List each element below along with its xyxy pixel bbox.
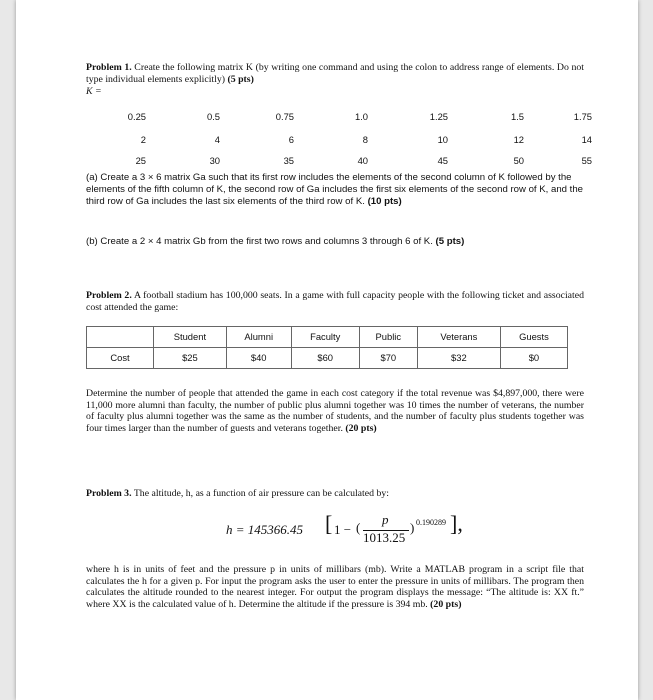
problem-1-intro: Problem 1. Create the following matrix K (by writing one command and using the colon to address range of elements. Do not type individual elements explicitly) (5 pts) (86, 62, 584, 85)
problem-3-heading: Problem 3. (86, 488, 132, 499)
table-header-cell: Guests (500, 327, 567, 348)
table-header-cell: Student (154, 327, 227, 348)
matrix-cell: 8 (362, 134, 368, 145)
table-cell: $60 (291, 348, 359, 369)
table-header-cell (87, 327, 154, 348)
matrix-cell: 0.75 (275, 111, 294, 122)
formula-paren-right: ) (410, 520, 415, 535)
formula-exponent: 0.190289 (416, 518, 446, 527)
matrix-cell: 1.5 (510, 111, 524, 122)
problem-3-intro: Problem 3. The altitude, h, as a function of air pressure can be calculated by: (86, 488, 389, 499)
table-header-cell: Faculty (291, 327, 359, 348)
matrix-cell: 55 (581, 155, 592, 166)
matrix-cell: 1.75 (573, 111, 592, 122)
table-cell: $40 (226, 348, 291, 369)
table-cell: $0 (500, 348, 567, 369)
matrix-cell: 1.25 (429, 111, 448, 122)
matrix-cell: 14 (581, 134, 592, 145)
matrix-cell: 0.25 (127, 111, 146, 122)
table-header-row (87, 327, 568, 348)
formula-one: 1 − (334, 522, 352, 537)
matrix-cell: 25 (135, 155, 146, 166)
matrix-cell: 0.5 (206, 111, 220, 122)
table-cell: $32 (417, 348, 500, 369)
table-header-cell: Public (359, 327, 417, 348)
problem-2-body: Determine the number of people that attended the game in each cost category if the total revenue was $4,897,000, there were 11,000 more alumni than faculty, the number of public plus alumni together was 10 times the number of veterans, the number of faculty plus alumni together was the same as the number of students, and the number of faculty plus students together was four times larger than the number of guests and veterans together. (20 pts) (86, 388, 584, 434)
matrix-cell: 12 (513, 134, 524, 145)
formula-lhs: h = 145366.45 (226, 522, 304, 537)
table-row (87, 348, 568, 369)
ticket-cost-table (86, 326, 568, 369)
problem-2-heading: Problem 2. (86, 290, 132, 301)
matrix-cell: 50 (513, 155, 524, 166)
matrix-cell: 40 (357, 155, 368, 166)
matrix-cell: 6 (288, 134, 294, 145)
formula-bracket-right: ], (450, 511, 463, 536)
problem-1-part-b: (b) Create a 2 × 4 matrix Gb from the first two rows and columns 3 through 6 of K. (5 pts) (86, 236, 465, 247)
table-header-cell: Alumni (226, 327, 291, 348)
matrix-cell: 35 (283, 155, 294, 166)
problem-3-body: where h is in units of feet and the pressure p in units of millibars (mb). Write a MATLAB program in a script file that calculates the h for a given p. For input the program asks the user to enter the pressure in units of millibars. The program then calculates the altitude rounded to the nearest integer. For output the program displays the message: “The altitude is: XX ft.” where XX is the calculated value of h. Determine the altitude if the pressure is 394 mb. (20 pts) (86, 564, 584, 610)
table-cell: $25 (154, 348, 227, 369)
matrix-cell: 45 (437, 155, 448, 166)
k-label: K = (86, 86, 102, 97)
formula-numerator: p (382, 512, 389, 527)
formula-bracket-left: [ (325, 511, 333, 536)
formula-paren-left: ( (356, 520, 361, 535)
problem-1-heading: Problem 1. (86, 62, 132, 73)
matrix-cell: 4 (214, 134, 220, 145)
altitude-formula (226, 512, 486, 552)
table-cell: $70 (359, 348, 417, 369)
table-cell: Cost (87, 348, 154, 369)
document-page (16, 0, 638, 700)
matrix-cell: 1.0 (354, 111, 368, 122)
matrix-cell: 30 (209, 155, 220, 166)
matrix-cell: 10 (437, 134, 448, 145)
problem-2-intro: Problem 2. A football stadium has 100,000 seats. In a game with full capacity people with the following ticket and associated cost attended the game: (86, 290, 584, 313)
table-header-cell: Veterans (417, 327, 500, 348)
formula-denominator: 1013.25 (363, 530, 406, 545)
matrix-cell: 2 (140, 134, 146, 145)
problem-1-part-a: (a) Create a 3 × 6 matrix Ga such that its first row includes the elements of the second column of K followed by the elements of the fifth column of K, the second row of Ga includes the first six elements of the second row of K, and the third row of Ga includes the last six elements of the third row of K. (10 pts) (86, 172, 584, 207)
